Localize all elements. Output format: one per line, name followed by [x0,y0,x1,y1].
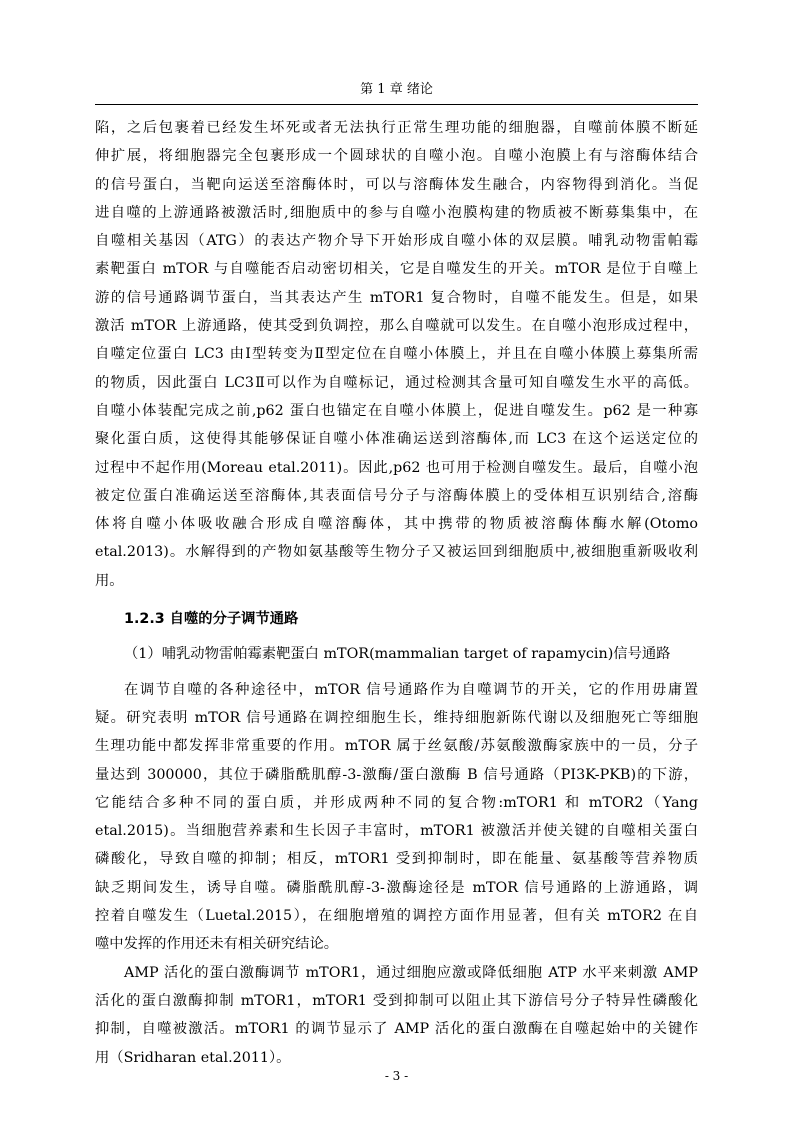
text-line: 体将自噬小体吸收融合形成自噬溶酶体，其中携带的物质被溶酶体酶水解(Otomo [95,516,698,533]
text-line: 生理功能中都发挥非常重要的作用。mTOR 属于丝氨酸/苏氨酸激酶家族中的一员，分子 [95,738,698,755]
text-line: 的信号蛋白，当靶向运送至溶酶体时，可以与溶酶体发生融合，内容物得到消化。当促 [95,176,698,193]
header-rule [95,104,698,105]
text-line: 用。 [95,572,124,589]
text-line: 游的信号通路调节蛋白，当其表达产生 mTOR1 复合物时，自噬不能发生。但是，如果 [95,289,698,306]
text-line: 磷酸化，导致自噬的抑制；相反，mTOR1 受到抑制时，即在能量、氨基酸等营养物质 [95,851,698,868]
subsection-heading: （1）哺乳动物雷帕霉素靶蛋白 mTOR(mammalian target of rapamycin)信号通路 [124,646,671,663]
text-line: 疑。研究表明 mTOR 信号通路在调控细胞生长，维持细胞新陈代谢以及细胞死亡等细胞 [95,709,698,726]
text-line: 用（Sridharan etal.2011）。 [95,1049,291,1066]
running-header: 第 1 章 绪论 [360,82,433,97]
text-line: 缺乏期间发生，诱导自噬。磷脂酰肌醇-3-激酶途径是 mTOR 信号通路的上游通路，调 [95,879,698,896]
text-line: 活化的蛋白激酶抑制 mTOR1，mTOR1 受到抑制可以阻止其下游信号分子特异性磷酸化 [95,992,698,1009]
text-line: 陷，之后包裹着已经发生坏死或者无法执行正常生理功能的细胞器，自噬前体膜不断延 [95,120,698,136]
text-line: 进自噬的上游通路被激活时,细胞质中的参与自噬小泡膜构建的物质被不断募集集中，在 [95,204,698,221]
text-line: 噬中发挥的作用还未有相关研究结论。 [95,936,339,953]
text-line: 自噬定位蛋白 LC3 由Ⅰ型转变为Ⅱ型定位在自噬小体膜上，并且在自噬小体膜上募集所需 [95,346,698,363]
page-number: - 3 - [384,1069,409,1083]
text-line: 的物质，因此蛋白 LC3Ⅱ可以作为自噬标记，通过检测其含量可知自噬发生水平的高低。 [95,374,698,391]
text-line: 过程中不起作用(Moreau etal.2011)。因此,p62 也可用于检测自噬发生。最后，自噬小泡 [95,459,698,476]
text-line: 它能结合多种不同的蛋白质，并形成两种不同的复合物:mTOR1 和 mTOR2（Yang [95,794,698,811]
section-gap [95,669,698,676]
text-line: 在调节自噬的各种途径中，mTOR 信号通路作为自噬调节的开关，它的作用毋庸置 [124,681,698,698]
text-line: etal.2013)。水解得到的产物如氨基酸等生物分子又被运回到细胞质中,被细胞重新吸收利 [95,544,698,561]
text-line: AMP 活化的蛋白激酶调节 mTOR1，通过细胞应激或降低细胞 ATP 水平来刺激 AMP [124,964,698,981]
body-text [95,114,698,1072]
text-line: 伸扩展，将细胞器完全包裹形成一个圆球状的自噬小泡。自噬小泡膜上有与溶酶体结合 [95,148,698,165]
text-line: 聚化蛋白质，这使得其能够保证自噬小体准确运送到溶酶体,而 LC3 在这个运送定位的 [95,431,698,448]
section-gap [95,595,698,605]
text-line: 自噬相关基因（ATG）的表达产物介导下开始形成自噬小体的双层膜。哺乳动物雷帕霉 [95,233,698,250]
text-line: 抑制，自噬被激活。mTOR1 的调节显示了 AMP 活化的蛋白激酶在自噬起始中的关键作 [95,1021,698,1038]
section-heading: 1.2.3 自噬的分子调节通路 [124,611,299,628]
text-line: 自噬小体装配完成之前,p62 蛋白也锚定在自噬小体膜上，促进自噬发生。p62 是一种寡 [95,402,698,419]
text-line: 激活 mTOR 上游通路，使其受到负调控，那么自噬就可以发生。在自噬小泡形成过程中， [95,318,698,335]
text-line: 量达到 300000，其位于磷脂酰肌醇-3-激酶/蛋白激酶 B 信号通路（PI3K-PKB)的下游， [95,766,698,783]
section-gap [95,633,698,640]
text-line: 素靶蛋白 mTOR 与自噬能否启动密切相关，它是自噬发生的开关。mTOR 是位于自噬上 [95,261,698,278]
text-line: 被定位蛋白准确运送至溶酶体,其表面信号分子与溶酶体膜上的受体相互识别结合,溶酶 [95,487,698,504]
text-line: 控着自噬发生（Luetal.2015），在细胞增殖的调控方面作用显著，但有关 mTOR2 在自 [95,908,698,925]
text-line: etal.2015)。当细胞营养素和生长因子丰富时，mTOR1 被激活并使关键的自噬相关蛋白 [95,823,698,840]
